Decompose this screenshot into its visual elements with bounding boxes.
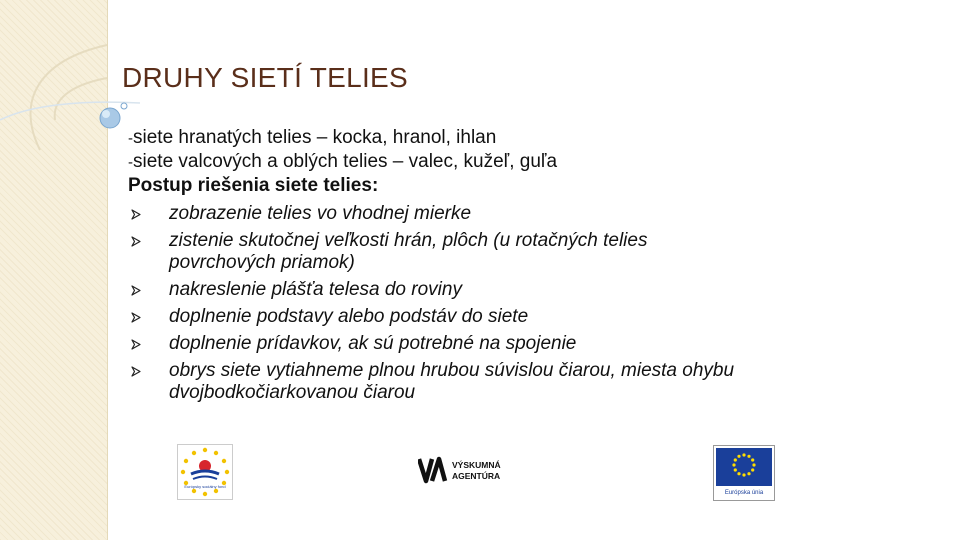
research-agency-logo-icon: [418, 456, 518, 484]
arrow-bullet-icon: [131, 285, 141, 296]
procedure-heading: Postup riešenia siete telies:: [128, 175, 379, 196]
intro-line: [128, 150, 848, 174]
dash-marker: -: [128, 130, 133, 147]
step-text: zobrazenie telies vo vhodnej mierke: [169, 203, 472, 224]
eu-flag-logo-icon: [713, 445, 775, 501]
eu-caption: Európska únia: [724, 490, 764, 496]
step-item: [128, 279, 848, 301]
blue-dot-small: [121, 103, 127, 109]
dash-marker: -: [128, 154, 133, 171]
slide-title: DRUHY SIETÍ TELIES: [122, 62, 409, 93]
agency-name-line1: VÝSKUMNÁ: [452, 460, 501, 470]
intro-text: siete valcových a oblých telies – valec, kužeľ, guľa: [133, 151, 558, 172]
step-text: nakreslenie plášťa telesa do roviny: [169, 279, 462, 300]
step-item: [128, 230, 848, 274]
arrow-bullet-icon: [131, 209, 141, 220]
blue-dot-large: [100, 108, 120, 128]
esf-logo-icon: [177, 444, 233, 500]
arrow-bullet-icon: [131, 366, 141, 377]
step-item: [128, 203, 848, 225]
step-text: zistenie skutočnej veľkosti hrán, plôch (u rotačných telies: [169, 230, 648, 251]
step-item: [128, 306, 848, 328]
step-text: obrys siete vytiahneme plnou hrubou súvislou čiarou, miesta ohybu: [169, 360, 735, 381]
intro-line: [128, 126, 848, 150]
esf-caption: Európsky sociálny fond: [184, 484, 226, 489]
step-text-continued: povrchových priamok): [169, 252, 355, 273]
step-text: doplnenie prídavkov, ak sú potrebné na spojenie: [169, 333, 577, 354]
arrow-bullet-icon: [131, 339, 141, 350]
step-item: [128, 360, 848, 404]
step-text-continued: dvojbodkočiarkovanou čiarou: [169, 382, 416, 403]
arrow-bullet-icon: [131, 312, 141, 323]
slide-content: [128, 126, 848, 404]
step-item: [128, 333, 848, 355]
step-text: doplnenie podstavy alebo podstáv do siete: [169, 306, 529, 327]
intro-text: siete hranatých telies – kocka, hranol, ihlan: [133, 127, 497, 148]
arrow-bullet-icon: [131, 236, 141, 247]
agency-name-line2: AGENTÚRA: [452, 471, 501, 481]
